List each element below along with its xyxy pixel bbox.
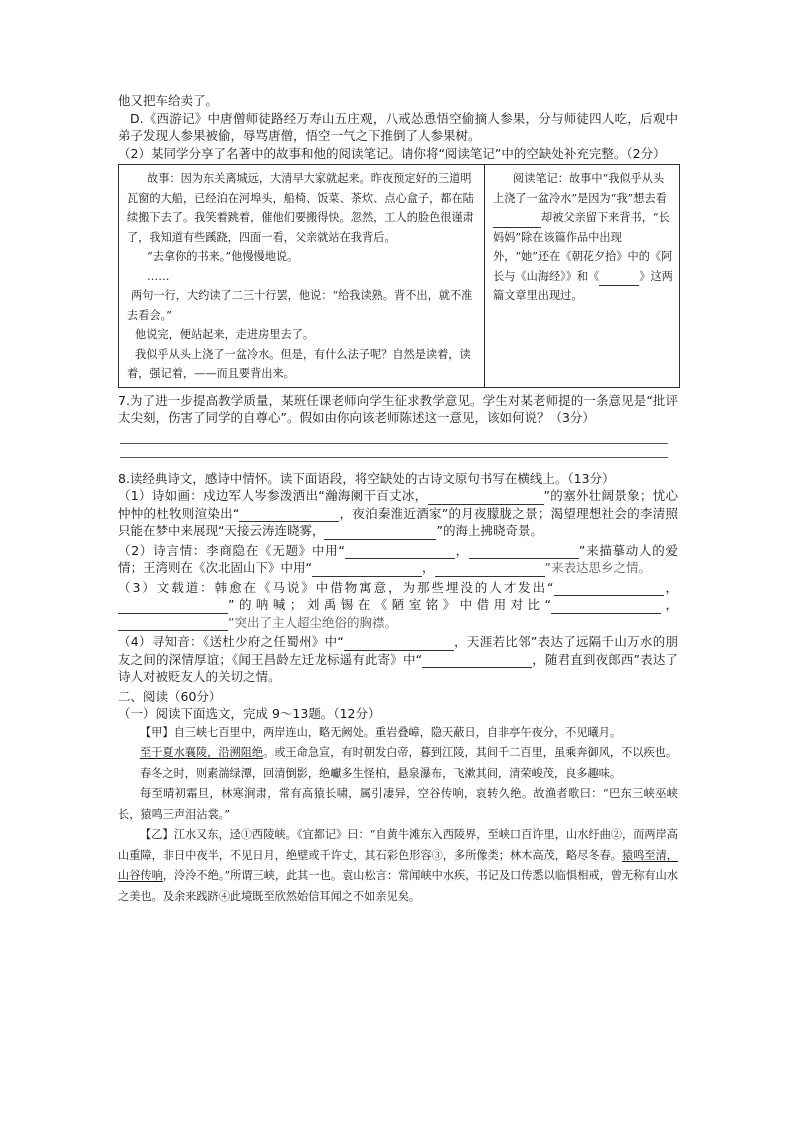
item-text: ，天涯若比邻”表达了远隔千山万水的朋友之间的深情厚谊；《闻王昌龄左迁龙标遥有此寄》中“ <box>118 634 678 667</box>
item-text: ”的海上拂晓奇景。 <box>436 523 543 538</box>
answer-blank[interactable] <box>428 490 544 505</box>
note-text: 》这两篇文章里出现过。 <box>493 269 673 302</box>
item-text: ”的呐喊；刘禹锡在《陋室铭》中借用对比“ <box>228 597 552 612</box>
story-paragraph: 我似乎从头上浇了一盆冷水。但是，有什么法子呢？自然是读着，读着，强记着，——而且要背出来。 <box>127 347 471 380</box>
reading-note <box>493 169 673 306</box>
reading-section <box>118 688 678 908</box>
answer-blank[interactable] <box>493 213 541 228</box>
item-text: ”来描摹动人的爱情；王湾则在《次北固山下》中用“ <box>118 542 678 575</box>
item-text: ”来表达思乡之情。 <box>544 560 651 575</box>
answer-blank[interactable] <box>345 544 455 559</box>
passage-paragraph: 每至晴初霜旦，林寒涧肃，常有高猿长啸，属引凄异，空谷传响，哀转久绝。故渔者歌曰：“巴东三峡巫峡长，猿鸣三声泪沾裳。” <box>118 787 678 821</box>
passage-text: 【乙】江水又东，迳①西陵峡。《宜都记》曰：“自黄牛滩东入西陵界，至峡口百许里，山水纡曲②，而两岸高山重障，非日中夜半，不见日月，绝壁或千许丈，其石彩色形容③，多所像类；林木高茂，略尽冬春。 <box>118 828 678 862</box>
answer-blank[interactable] <box>422 653 532 668</box>
answer-line[interactable] <box>120 457 668 458</box>
item-text: ，夜泊秦淮近酒家”的月夜朦胧之景；渴望理想社会的李清照只能在梦中来展现“天接云涛连晓雾， <box>118 505 678 538</box>
answer-blank[interactable] <box>599 271 639 286</box>
exam-page <box>118 92 678 907</box>
story-cell <box>119 165 485 387</box>
answer-blank[interactable] <box>344 636 454 651</box>
answer-line[interactable] <box>120 443 668 444</box>
passage-text: ，泠泠不绝。”所谓三峡，此其一也。袁山松言：常闻峡中水疾，书记及口传悉以临惧相戒，曾无称有山水之美也。及余来践跻④此境既至欣然始信耳闻之不如亲见矣。 <box>118 869 678 903</box>
answer-blank[interactable] <box>118 599 228 614</box>
text-line: 他又把车给卖了。 <box>118 93 219 108</box>
answer-blank[interactable] <box>324 525 436 540</box>
item-text: ， <box>454 542 469 558</box>
story-note-table <box>118 164 680 388</box>
question-8-item-1 <box>118 487 678 540</box>
story-paragraph: 故事：因为东关离城远，大清早大家就起来。昨夜预定好的三道明瓦窗的大船，已经泊在河埠头，船椅、饭菜、茶炊、点心盒子，都在陆续搬下去了。我笑着跳着，催他们要搬得快。忽然，工人的脸色很谨肃了，我知道有些蹊跷，四面一看，父亲就站在我背后。 <box>127 172 474 244</box>
underlined-phrase: 猿鸣至清，山谷传响 <box>118 848 678 882</box>
answer-blank[interactable] <box>554 581 664 596</box>
item-text: ， <box>421 560 435 575</box>
passage-paragraph <box>118 825 678 907</box>
item-text: ， <box>663 579 678 595</box>
note-text: 却被父亲留下来背书，“长妈妈”除在该篇作品中出现外，“她”还在《朝花夕拾》中的《阿长与《山海经》》和《 <box>493 211 673 283</box>
answer-blank[interactable] <box>118 616 228 631</box>
item-text: ”突出了主人超尘绝俗的胸襟。 <box>228 614 397 630</box>
underlined-phrase: 至于夏水襄陵，沿溯阻绝 <box>140 746 264 759</box>
item-text: ， <box>661 597 678 612</box>
question-8 <box>118 470 678 686</box>
item-text: ，随君直到夜郎西”表达了诗人对被贬友人的关切之情。 <box>118 651 678 684</box>
story-paragraph: …… <box>147 269 170 283</box>
question-8-item-2 <box>118 542 678 577</box>
question-8-item-4 <box>118 633 678 686</box>
item-text: （1）诗如画：戍边军人岑参泼洒出“瀚海阑干百丈冰， <box>118 488 428 503</box>
note-cell <box>485 165 679 387</box>
story-paragraph: 两句一行，大约读了二三十行罢，他说：“给我读熟。背不出，就不准去看会。” <box>127 289 473 322</box>
item-text: ”的塞外壮阔景象；忧心忡忡的杜牧则渲染出“ <box>118 488 678 521</box>
question-8-item-3 <box>118 579 678 632</box>
answer-blank[interactable] <box>239 507 339 522</box>
question-7: 7.为了进一步提高教学质量，某班任课老师向学生征求教学意见。学生对某老师提的一条意见是“批评太尖刻，伤害了同学的自尊心”。假如由你向该老师陈述这一意见，该如何说？（3分） <box>118 392 678 425</box>
passage-paragraph: 【甲】自三峡七百里中，两岸连山，略无阙处。重岩叠嶂，隐天蔽日，自非亭午夜分，不见曦月。 <box>140 725 622 739</box>
item-text: （2）诗言情：李商隐在《无题》中用“ <box>118 542 345 558</box>
question-8-title: 8.读经典诗文，感诗中情怀。读下面语段，将空缺处的古诗文原句书写在横线上。（13分） <box>118 470 615 486</box>
item-text: （4）寻知音：《送杜少府之任蜀州》中“ <box>118 634 344 649</box>
answer-blank[interactable] <box>551 599 661 614</box>
passage-paragraph <box>118 743 678 764</box>
note-text: 阅读笔记：故事中“我似乎从头上浇了一盆冷水”是因为“我”想去看 <box>493 172 667 205</box>
item-text: （3）文载道：韩愈在《马说》中借物寓意，为那些埋没的人才发出“ <box>118 579 554 595</box>
passage-text: 。或王命急宣，有时朝发白帝，暮到江陵，其间千二百里，虽乘奔御风，不以疾也。 <box>263 746 678 759</box>
section-subheading: （一）阅读下面选文，完成 9～13题。（12分） <box>118 706 381 721</box>
option-d: D.《西游记》中唐僧师徒路经万寿山五庄观，八戒怂恿悟空偷摘人参果，分与师徒四人吃，后观中弟子发现人参果被偷，辱骂唐僧，悟空一气之下推倒了人参果树。 <box>118 110 678 143</box>
answer-blank[interactable] <box>469 544 579 559</box>
passage-paragraph: 春冬之时，则素湍绿潭，回清倒影，绝巘多生怪柏，悬泉瀑布，飞漱其间，清荣峻茂，良多趣味。 <box>140 766 622 780</box>
story-paragraph: 他说完，便站起来，走进房里去了。 <box>135 328 315 341</box>
question-2: （2）某同学分享了名著中的故事和他的阅读笔记。请你将“阅读笔记”中的空缺处补充完整。（2分） <box>118 145 666 161</box>
answer-blank[interactable] <box>435 562 545 577</box>
story-paragraph: “去拿你的书来。”他慢慢地说。 <box>147 250 299 263</box>
answer-blank[interactable] <box>312 562 422 577</box>
section-heading: 二、阅读（60分） <box>118 688 222 704</box>
